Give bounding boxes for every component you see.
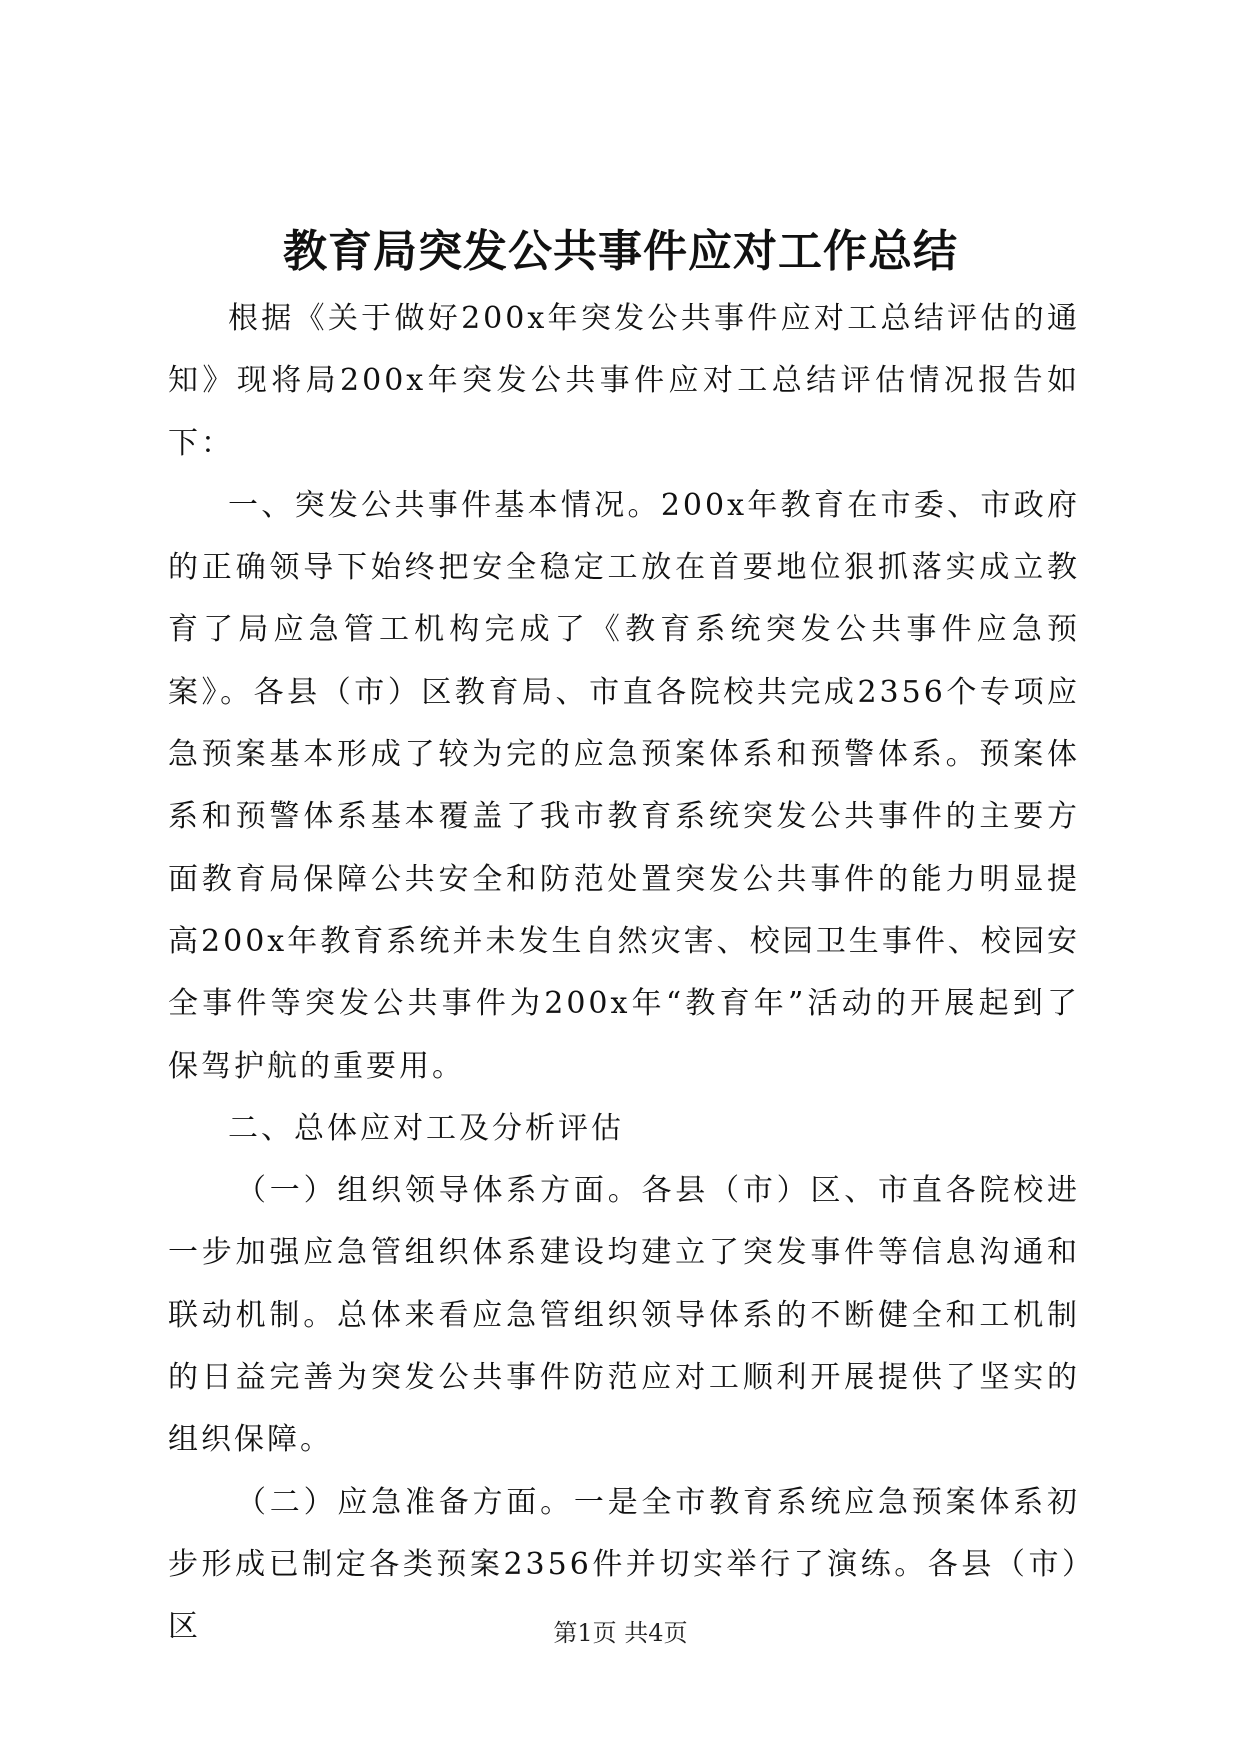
paragraph-section-1: 一、突发公共事件基本情况。200x年教育在市委、市政府的正确领导下始终把安全稳定工放在首要地位狠抓落实成立教育了局应急管工机构完成了《教育系统突发公共事件应急预案》。各县（市）区教育局、市直各院校共完成2356个专项应急预案基本形成了较为完的应急预案体系和预警体系。预案体系和预警体系基本覆盖了我市教育系统突发公共事件的主要方面教育局保障公共安全和防范处置突发公共事件的能力明显提高200x年教育系统并未发生自然灾害、校园卫生事件、校园安全事件等突发公共事件为200x年“教育年”活动的开展起到了保驾护航的重要用。 [168,487,1080,1084]
document-title: 教育局突发公共事件应对工作总结 [283,226,958,277]
paragraph-subsection-1: （一）组织领导体系方面。各县（市）区、市直各院校进一步加强应急管组织体系建设均建立了突发事件等信息沟通和联动机制。总体来看应急管组织领导体系的不断健全和工机制的日益完善为突发公共事件防范应对工顺利开展提供了坚实的组织保障。 [168,1173,1080,1458]
paragraph-subsection-2: （二）应急准备方面。一是全市教育系统应急预案体系初步形成已制定各类预案2356件并切实举行了演练。各县（市）区 [168,1484,1080,1645]
paragraph-intro: 根据《关于做好200x年突发公共事件应对工总结评估的通知》现将局200x年突发公共事件应对工总结评估情况报告如下： [168,301,1080,461]
page-number-footer: 第1页 共4页 [553,1619,688,1647]
paragraph-section-2-heading: 二、总体应对工及分析评估 [228,1110,624,1146]
document-body [168,288,1080,1659]
